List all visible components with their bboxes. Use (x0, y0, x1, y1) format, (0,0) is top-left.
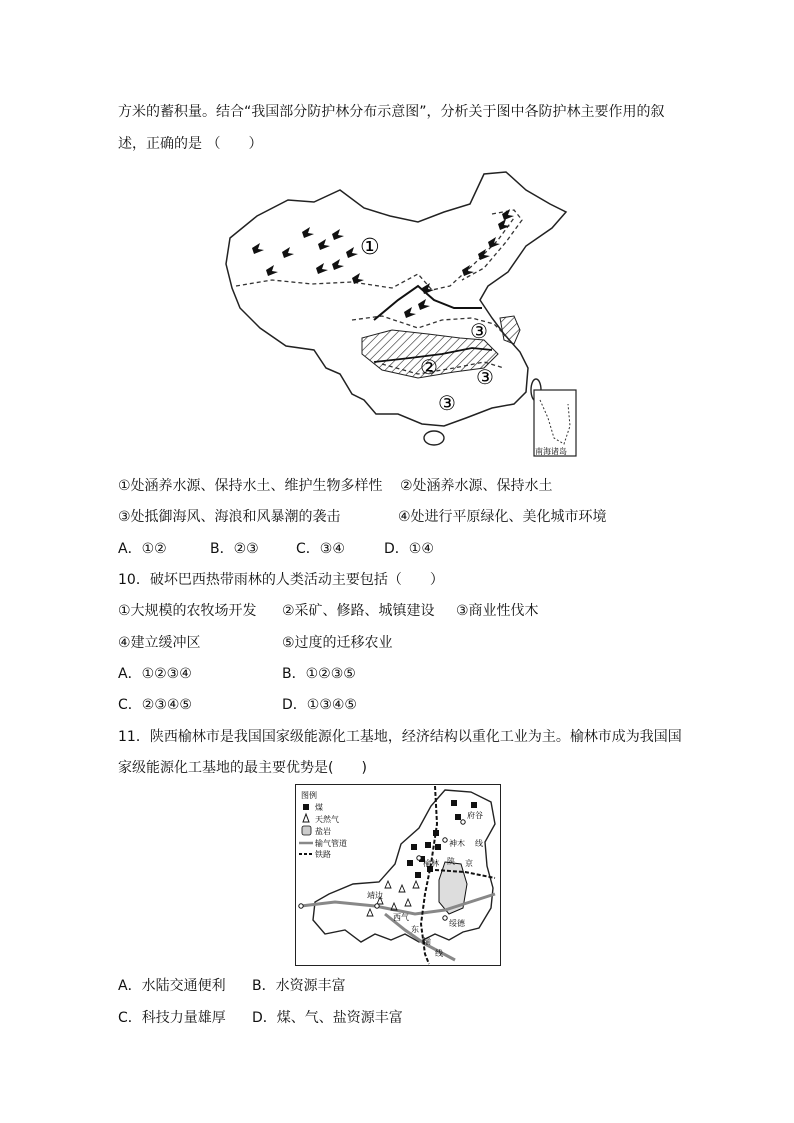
q9-statement-2: ②处涵养水源、保持水土 (400, 478, 553, 494)
pipeline-label-xi: 西气 (393, 913, 409, 922)
coal-symbol (411, 844, 417, 850)
hainan-island (424, 431, 444, 445)
pipeline-endpoint (299, 904, 303, 908)
yulin-energy-map (295, 784, 501, 966)
q11-option-a[interactable]: A．水陆交通便利 (118, 978, 226, 994)
region-label-3-east: ③ (476, 365, 494, 389)
q10-option-d[interactable]: D．①③④⑤ (282, 697, 357, 713)
q9-statement-4: ④处进行平原绿化、美化城市环境 (398, 509, 607, 525)
inset-label: 南海诸岛 (535, 447, 567, 456)
legend-salt-label: 盐岩 (315, 827, 331, 836)
q10-option-c[interactable]: C．②③④⑤ (118, 697, 192, 713)
china-outline (226, 172, 566, 426)
pipeline-label-dong: 东 (411, 925, 419, 934)
coal-symbol (435, 844, 441, 850)
legend-gas-label: 天然气 (315, 815, 339, 824)
q10-item-5: ⑤过度的迁移农业 (282, 635, 393, 651)
q9-option-b[interactable]: B．②③ (210, 541, 259, 557)
q11-question-line1: 11．陕西榆林市是我国国家级能源化工基地，经济结构以重化工业为主。榆林市成为我国国 (118, 729, 682, 745)
city-shenmu-label: 神木 (449, 839, 465, 848)
city-shenmu-marker (443, 838, 447, 842)
china-shelterbelt-map (222, 168, 578, 458)
q11-question-line2: 家级能源化工基地的最主要优势是( ) (118, 760, 367, 776)
q9-statement-3: ③处抵御海风、海浪和风暴潮的袭击 (118, 509, 341, 525)
region-label-3-south: ③ (438, 391, 456, 415)
q10-option-a[interactable]: A．①②③④ (118, 666, 192, 682)
rail-label-xian: 线 (475, 839, 483, 848)
q9-option-a[interactable]: A．①② (118, 541, 167, 557)
q9-intro-line1: 方米的蓄积量。结合“我国部分防护林分布示意图”，分析关于图中各防护林主要作用的叙 (118, 104, 665, 120)
coal-symbol (425, 842, 431, 848)
pipeline-label-shu: 输 (423, 937, 431, 946)
legend-salt-symbol (302, 826, 311, 835)
city-fugu-label: 府谷 (467, 811, 483, 820)
q10-item-3: ③商业性伐木 (456, 603, 539, 619)
city-jingbian-label: 靖边 (367, 891, 383, 900)
city-jingbian-marker (375, 904, 379, 908)
q10-question: 10．破坏巴西热带雨林的人类活动主要包括（ ） (118, 572, 444, 588)
region-label-1: ① (360, 235, 380, 260)
coal-symbol (455, 814, 461, 820)
q11-option-c[interactable]: C．科技力量雄厚 (118, 1010, 226, 1026)
q9-statement-1: ①处涵养水源、保持水土、维护生物多样性 (118, 478, 383, 494)
city-yulin-label: 榆林 (423, 859, 439, 868)
legend-coal-symbol (303, 804, 309, 810)
rail-label-jing: 京 (465, 859, 473, 868)
coal-symbol (433, 830, 439, 836)
coal-symbol (451, 800, 457, 806)
coal-symbol (415, 872, 421, 878)
q10-item-4: ④建立缓冲区 (118, 635, 201, 651)
q9-option-c[interactable]: C．③④ (296, 541, 345, 557)
q10-item-2: ②采矿、修路、城镇建设 (282, 603, 435, 619)
region-label-3-north: ③ (470, 319, 488, 343)
q10-item-1: ①大规模的农牧场开发 (118, 603, 257, 619)
city-fugu-marker (461, 820, 465, 824)
legend-title: 图例 (301, 791, 317, 800)
pipeline-label-xian: 线 (435, 949, 443, 958)
coal-symbol (407, 860, 413, 866)
q9-intro-line2: 述，正确的是 （ ） (118, 136, 263, 152)
rail-label-shan: 陕 (447, 857, 455, 866)
legend-coal-label: 煤 (315, 803, 323, 812)
q10-option-b[interactable]: B．①②③⑤ (282, 666, 356, 682)
q9-option-d[interactable]: D．①④ (384, 541, 434, 557)
coal-symbol (471, 802, 477, 808)
legend-rail-label: 铁路 (315, 850, 331, 859)
q11-option-b[interactable]: B．水资源丰富 (252, 978, 346, 994)
legend-pipeline-label: 输气管道 (315, 839, 347, 848)
q11-option-d[interactable]: D．煤、气、盐资源丰富 (252, 1010, 403, 1026)
city-suide-label: 绥德 (449, 919, 465, 928)
city-yulin-marker (417, 856, 421, 860)
region-label-2: ② (420, 355, 438, 379)
city-suide-marker (443, 916, 447, 920)
